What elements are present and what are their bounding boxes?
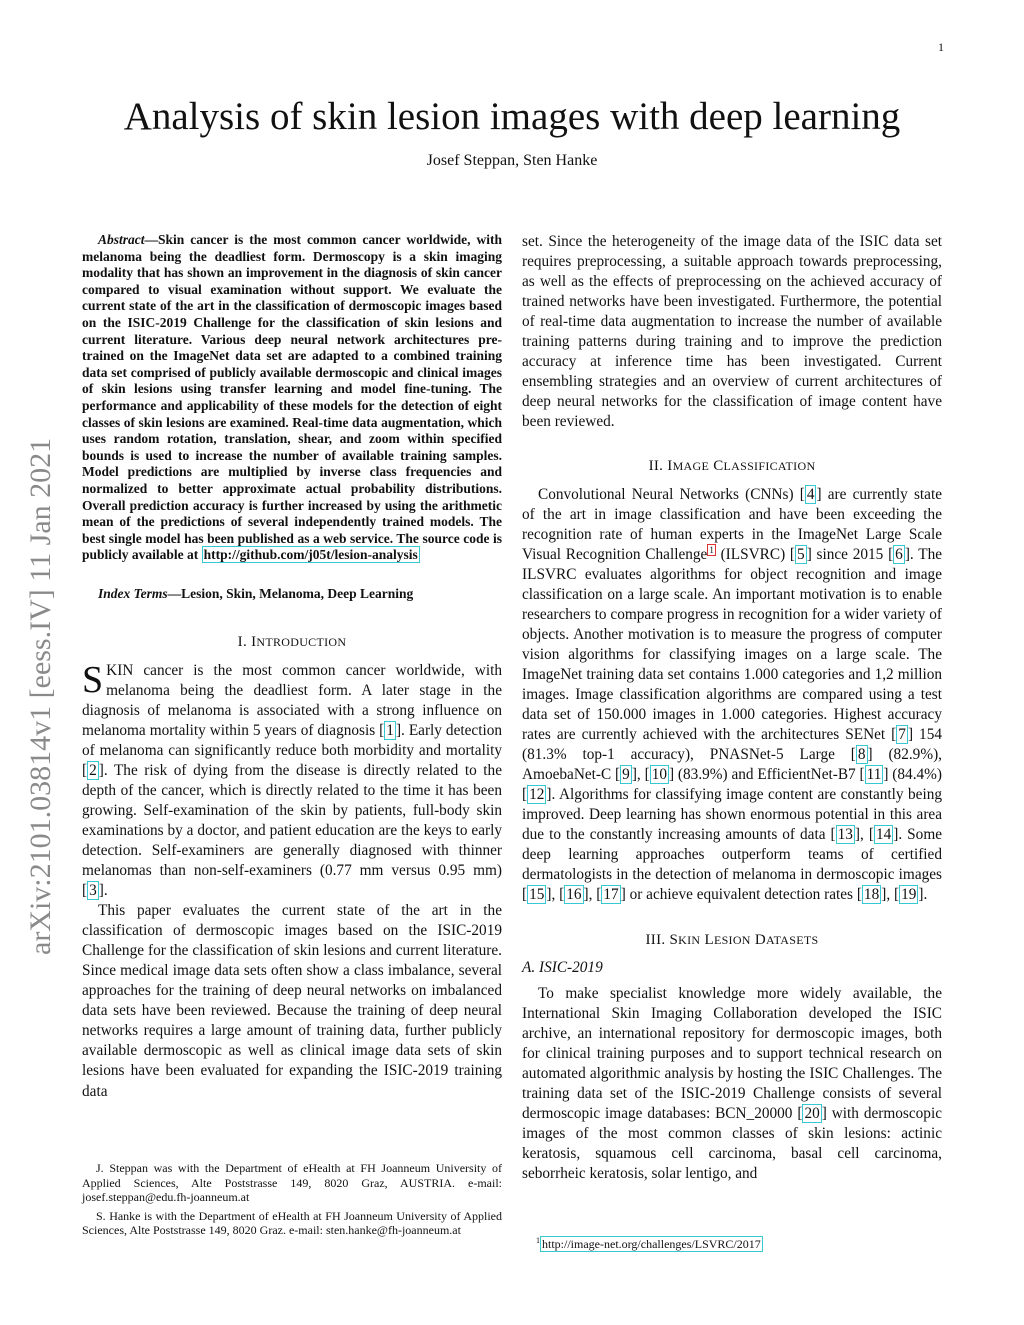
text-run: KIN cancer is the most common cancer worldwide, with melanoma being the deadliest form. A later stage in the diagnosis of melanoma is associated with a strong influence on melanoma mortality within 5 years of diagnosis [ <box>82 661 502 739</box>
section-number: III. <box>645 931 666 948</box>
paper-title: Analysis of skin lesion images with deep learning <box>123 95 901 138</box>
citation-link[interactable]: 6 <box>895 545 903 563</box>
section-rest: ESION <box>713 932 751 947</box>
section-initial: I <box>251 634 257 651</box>
isic-paragraph <box>522 984 942 1184</box>
section-initial: D <box>754 931 766 948</box>
text-run: (ILSVRC) [ <box>715 545 796 563</box>
section-initial: L <box>704 931 714 948</box>
abstract-text: —Skin cancer is the most common cancer worldwide, with melanoma being the deadliest form. Dermoscopy is a skin imaging modality that has shown an improvement in the diagnosis of skin cancer compared to visual examination without support. We evaluate the current state of the art in the classification of dermoscopic images based on the ISIC-2019 Challenge for the classification of skin lesions and current literature. Various deep neural network architectures pre-trained on the ImageNet data set are adapted to a combined training data set comprised of publicly available dermoscopic and clinical images of skin lesions using transfer learning and model fine-tuning. The performance and applicability of these models for the detection of eight classes of skin lesions are examined. Real-time data augmentation, which uses random rotation, translation, shear, and zoom within specified bounds is used to increase the number of available training samples. Model predictions are multiplied by inverse class frequencies and normalized to better approximate actual probability distributions. Overall prediction accuracy is further increased by using the arithmetic mean of the predictions of several independently trained models. The best single model has been published as a web service. The source code is publicly available at <box>82 232 502 563</box>
text-run: To make specialist knowledge more widely available, the International Skin Imaging Collaboration developed the ISIC archive, an international repository for dermoscopic images, both for clinical training purposes and to support technical research on automated algorithmic analysis by hosting the ISIC Challenges. The training data set of the ISIC-2019 Challenge consists of several dermoscopic image databases: BCN_20000 [ <box>522 984 942 1122</box>
index-terms <box>82 586 502 603</box>
imagenet-link[interactable]: http://image-net.org/challenges/LSVRC/2017 <box>542 1237 761 1251</box>
text-run: ], [ <box>854 826 874 844</box>
footnotes-affiliations <box>82 1161 502 1242</box>
left-column <box>82 232 502 1102</box>
text-run: Convolutional Neural Networks (CNNs) [ <box>538 485 805 503</box>
citation-link[interactable]: 17 <box>603 886 619 904</box>
citation-link[interactable]: 1 <box>386 721 394 739</box>
footnote-hanke: S. Hanke is with the Department of eHealth at FH Joanneum University of Applied Sciences, Alte Poststrasse 149, 8020 Graz. e-mail: sten.hanke@fh-joanneum.at <box>82 1208 502 1237</box>
citation-link[interactable]: 8 <box>857 746 866 764</box>
image-classification-paragraph <box>522 485 942 906</box>
index-terms-label: Index Terms <box>98 585 168 601</box>
citation-link[interactable]: 10 <box>651 766 667 784</box>
section-heading-image-classification <box>522 456 942 476</box>
section-rest: MAGE <box>672 459 710 474</box>
citation-link[interactable]: 2 <box>89 761 97 779</box>
footnote-marker[interactable]: 1 <box>709 544 714 555</box>
text-run: ] (82.9%), AmoebaNet-C [ <box>522 746 942 784</box>
section-rest: NTRODUCTION <box>256 635 347 650</box>
text-run: ] are currently state of the art in image classification and have been exceeding the recognition rate of human experts in the ImageNet Large Scale Visual Recognition Challenge <box>522 485 942 563</box>
citation-link[interactable]: 11 <box>866 766 882 784</box>
section-heading-introduction <box>82 632 502 652</box>
citation-link[interactable]: 20 <box>804 1104 820 1122</box>
citation-link[interactable]: 19 <box>901 886 917 904</box>
continued-paragraph: set. Since the heterogeneity of the image data of the ISIC data set requires preprocessing, a suitable approach towards preprocessing, as well as the effects of preprocessing on the achieved accuracy of trained networks have been investigated. Furthermore, the potential of real-time data augmentation to increase the number of available training patterns during training and to improve the prediction accuracy at inference time has been investigated. Current ensembling strategies and an overview of current architectures of deep neural networks for the classification of image content have been reviewed. <box>522 233 942 431</box>
citation-link[interactable]: 15 <box>529 886 545 904</box>
text-run: ]. Some deep learning approaches outperform teams of certified dermatologists in the detection of melanoma in dermoscopic images [ <box>522 826 943 904</box>
arxiv-identifier-svg <box>10 360 70 960</box>
abstract-label: Abstract <box>98 232 145 247</box>
section-number: I. <box>237 634 248 651</box>
text-run: ]. <box>98 882 108 900</box>
section-rest: ATASETS <box>765 932 819 947</box>
citation-link[interactable]: 7 <box>898 726 906 744</box>
text-run: ]. <box>918 886 928 904</box>
text-run: ], [ <box>881 886 900 904</box>
section-heading-skin-lesion-datasets <box>522 930 942 950</box>
citation-link[interactable]: 5 <box>797 545 805 563</box>
subsection-heading-isic-2019: A. ISIC-2019 <box>522 958 603 976</box>
footnote-number: 1 <box>536 1236 540 1245</box>
section-initial: I <box>667 458 673 475</box>
text-run: ] (83.9%) and EfficientNet-B7 [ <box>668 766 865 784</box>
arxiv-identifier <box>10 360 70 960</box>
text-run: ]. Early detection of melanoma can significantly reduce both morbidity and mortality [ <box>82 721 502 779</box>
citation-link[interactable]: 18 <box>863 886 880 904</box>
intro-paragraph-1 <box>82 658 502 902</box>
section-rest: KIN <box>678 932 701 947</box>
footnote-steppan: J. Steppan was with the Department of eHealth at FH Joanneum University of Applied Sciences, Alte Poststrasse 149, 8020 Graz, AUSTRIA. e-mail: josef.steppan@edu.fh-joanneum.at <box>82 1161 502 1204</box>
abstract <box>82 232 502 564</box>
section-initial: S <box>669 931 679 948</box>
right-column <box>522 232 942 1184</box>
index-terms-text: —Lesion, Skin, Melanoma, Deep Learning <box>167 585 414 601</box>
text-run: ] since 2015 [ <box>806 545 894 563</box>
page-number: 1 <box>938 40 944 54</box>
text-run: ], [ <box>546 886 565 904</box>
arxiv-identifier-text: arXiv:2101.03814v1 [eess.IV] 11 Jan 2021 <box>24 437 57 955</box>
citation-link[interactable]: 12 <box>529 786 545 804</box>
citation-link[interactable]: 14 <box>875 826 892 844</box>
text-run: ] 154 (81.3% top-1 accuracy), PNASNet-5 Large [ <box>522 726 942 764</box>
section-number: II. <box>648 458 664 475</box>
text-run: ]. The ILSVRC evaluates algorithms for object recognition and image classification on a large scale. An important motivation is to enable researchers to compare progress in recognition for a wider variety of objects. Another motivation is to measure the progress of computer vision algorithms for classifying images on a large scale. The ImageNet training data set contains 1.000 categories and 1,2 million images. Image classification algorithms are compared using a test data set of 150.000 images in 1.000 categories. Highest accuracy rates are currently achieved with the architectures SENet [ <box>522 545 943 744</box>
section-rest: LASSIFICATION <box>723 459 816 474</box>
intro-paragraph-2: This paper evaluates the current state of the art in the classification of dermoscopic images based on the ISIC-2019 Challenge for the classification of skin lesions and current literature. Since medical image data sets often show a class imbalance, several approaches for the training of deep neural networks on imbalanced data sets have been reviewed. Because the training of deep neural networks requires a large amount of training data, further publicly available dermoscopic as well as clinical image data sets of skin lesions have been evaluated for expanding the ISIC-2019 training data <box>82 902 502 1100</box>
citation-link[interactable]: 3 <box>89 882 97 900</box>
citation-link[interactable]: 4 <box>806 485 815 503</box>
text-run: ] or achieve equivalent detection rates [ <box>620 886 862 904</box>
source-code-link[interactable]: http://github.com/j05t/lesion-analysis <box>203 547 418 563</box>
section-initial: C <box>713 458 724 475</box>
text-run: ], [ <box>631 766 650 784</box>
citation-link[interactable]: 13 <box>837 826 853 844</box>
text-run: ] with dermoscopic images of the most common classes of skin lesions: actinic keratosis, squamous cell carcinoma, basal cell carcinoma, seborrheic keratosis, solar lentigo, and <box>522 1104 942 1183</box>
paper-authors: Josef Steppan, Sten Hanke <box>426 152 598 169</box>
text-run: ]. Algorithms for classifying image content are constantly being improved. Deep learning has shown enormous potential in this area due to the constantly increasing amounts of data [ <box>522 786 942 844</box>
text-run: ]. The risk of dying from the disease is directly related to the depth of the cancer, which is directly related to the time it has been growing. Self-examination of the skin by patients, full-body skin examinations by a doctor, and patient education are the keys to early detection. Self-examiners are generally diagnosed with thinner melanomas than non-self-examiners (0.77 mm versus 0.95 mm) [ <box>82 761 502 900</box>
citation-link[interactable]: 9 <box>622 766 630 784</box>
text-run: ] (84.4%) [ <box>522 766 943 804</box>
footnote-1 <box>536 1236 763 1252</box>
drop-cap: S <box>82 658 104 701</box>
text-run: ], [ <box>583 886 602 904</box>
citation-link[interactable]: 16 <box>566 886 582 904</box>
